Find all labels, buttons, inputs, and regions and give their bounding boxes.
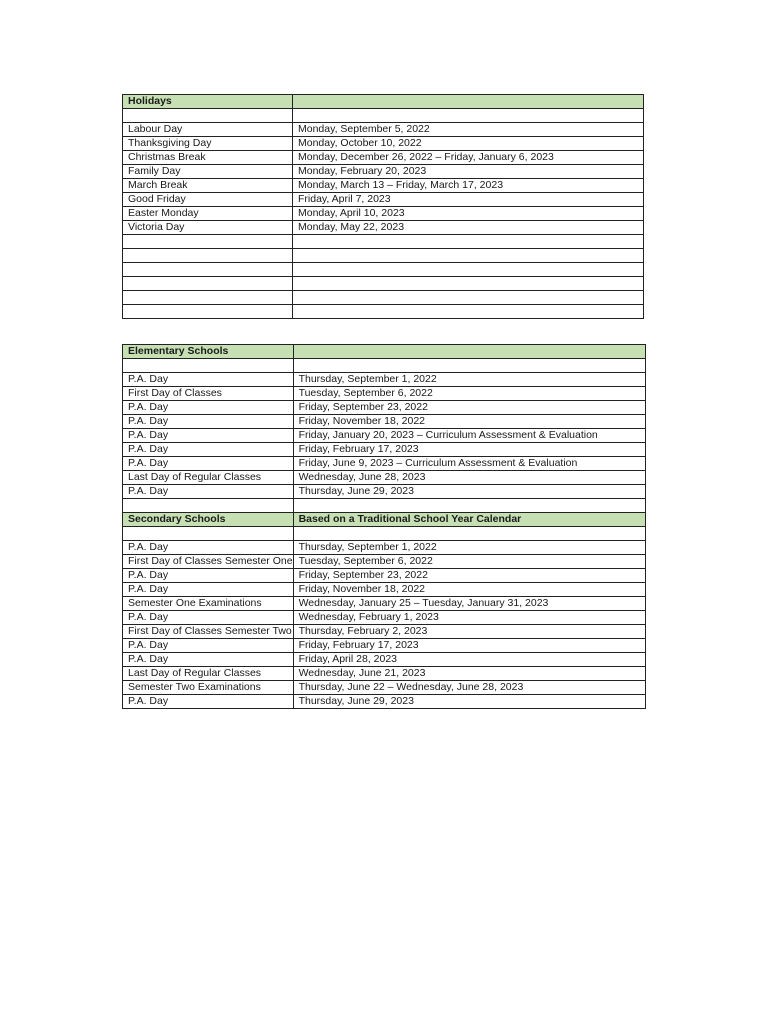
elementary-row-date: Tuesday, September 6, 2022 (293, 387, 645, 401)
elementary-row-label: P.A. Day (123, 401, 294, 415)
elementary-row-date (293, 499, 645, 513)
secondary-table-row (123, 555, 646, 569)
holidays-table-row (123, 263, 644, 277)
secondary-row-date: Tuesday, September 6, 2022 (293, 555, 645, 569)
elementary-row-label: P.A. Day (123, 415, 294, 429)
elementary-row-date: Friday, September 23, 2022 (293, 401, 645, 415)
secondary-row-date (293, 527, 645, 541)
secondary-table-row (123, 569, 646, 583)
holidays-table-row (123, 207, 644, 221)
elementary-table-row (123, 373, 646, 387)
secondary-table-row (123, 639, 646, 653)
holidays-table-row (123, 165, 644, 179)
elementary-header-row (123, 345, 646, 359)
secondary-row-label: P.A. Day (123, 583, 294, 597)
secondary-row-label: P.A. Day (123, 639, 294, 653)
secondary-row-label: P.A. Day (123, 569, 294, 583)
holidays-row-label: Easter Monday (123, 207, 293, 221)
secondary-row-date: Friday, September 23, 2022 (293, 569, 645, 583)
holidays-row-date: Monday, March 13 – Friday, March 17, 2023 (293, 179, 644, 193)
holidays-table-row (123, 109, 644, 123)
holidays-table-row (123, 151, 644, 165)
elementary-row-label: P.A. Day (123, 373, 294, 387)
holidays-row-date (293, 277, 644, 291)
secondary-row-label: First Day of Classes Semester Two (123, 625, 294, 639)
secondary-table-row (123, 625, 646, 639)
holidays-row-label (123, 263, 293, 277)
holidays-row-label: Victoria Day (123, 221, 293, 235)
elementary-table-row (123, 387, 646, 401)
elementary-row-date: Friday, June 9, 2023 – Curriculum Assessment & Evaluation (293, 457, 645, 471)
secondary-row-label: Semester One Examinations (123, 597, 294, 611)
holidays-row-label (123, 235, 293, 249)
secondary-header-row (123, 513, 646, 527)
elementary-row-label (123, 359, 294, 373)
secondary-row-label (123, 527, 294, 541)
schools-table (122, 344, 646, 709)
holidays-table-row (123, 305, 644, 319)
elementary-table-row (123, 485, 646, 499)
secondary-row-label: Semester Two Examinations (123, 681, 294, 695)
holidays-table-row (123, 137, 644, 151)
holidays-row-label (123, 277, 293, 291)
elementary-table-row (123, 401, 646, 415)
holidays-row-date (293, 291, 644, 305)
holidays-row-date (293, 305, 644, 319)
holidays-table-row (123, 221, 644, 235)
holidays-table-body (123, 95, 644, 319)
holidays-table-row (123, 123, 644, 137)
secondary-table-row (123, 597, 646, 611)
elementary-row-label: P.A. Day (123, 443, 294, 457)
holidays-row-label (123, 109, 293, 123)
elementary-row-date (293, 359, 645, 373)
secondary-row-date: Thursday, June 22 – Wednesday, June 28, 2023 (293, 681, 645, 695)
elementary-row-date: Friday, November 18, 2022 (293, 415, 645, 429)
secondary-heading: Secondary Schools (123, 513, 294, 527)
secondary-row-date: Wednesday, February 1, 2023 (293, 611, 645, 625)
holidays-row-label: Good Friday (123, 193, 293, 207)
secondary-table-row (123, 527, 646, 541)
holidays-row-date (293, 235, 644, 249)
holidays-row-date (293, 263, 644, 277)
secondary-table-row (123, 653, 646, 667)
holidays-table (122, 94, 644, 319)
secondary-table-row (123, 667, 646, 681)
secondary-row-date: Friday, February 17, 2023 (293, 639, 645, 653)
holidays-row-label: Labour Day (123, 123, 293, 137)
holidays-row-date: Monday, February 20, 2023 (293, 165, 644, 179)
secondary-table-row (123, 695, 646, 709)
elementary-table-row (123, 415, 646, 429)
holidays-table-row (123, 291, 644, 305)
elementary-table-row (123, 443, 646, 457)
elementary-row-date: Friday, January 20, 2023 – Curriculum Assessment & Evaluation (293, 429, 645, 443)
holidays-table-row (123, 249, 644, 263)
secondary-row-label: P.A. Day (123, 541, 294, 555)
holidays-row-date: Monday, December 26, 2022 – Friday, January 6, 2023 (293, 151, 644, 165)
holidays-row-date: Monday, September 5, 2022 (293, 123, 644, 137)
elementary-table-body (123, 345, 646, 513)
secondary-heading-value: Based on a Traditional School Year Calendar (293, 513, 645, 527)
holidays-heading: Holidays (123, 95, 293, 109)
elementary-row-date: Friday, February 17, 2023 (293, 443, 645, 457)
secondary-row-date: Wednesday, January 25 – Tuesday, January 31, 2023 (293, 597, 645, 611)
elementary-row-label: P.A. Day (123, 457, 294, 471)
secondary-row-date: Friday, November 18, 2022 (293, 583, 645, 597)
holidays-heading-value (293, 95, 644, 109)
elementary-row-label: Last Day of Regular Classes (123, 471, 294, 485)
elementary-row-date: Thursday, June 29, 2023 (293, 485, 645, 499)
holidays-header-row (123, 95, 644, 109)
secondary-table-body (123, 513, 646, 709)
secondary-row-date: Wednesday, June 21, 2023 (293, 667, 645, 681)
elementary-table-row (123, 359, 646, 373)
elementary-table-row (123, 471, 646, 485)
secondary-row-label: Last Day of Regular Classes (123, 667, 294, 681)
holidays-table-row (123, 277, 644, 291)
holidays-row-date: Monday, April 10, 2023 (293, 207, 644, 221)
holidays-table-row (123, 179, 644, 193)
holidays-row-label: March Break (123, 179, 293, 193)
secondary-table-row (123, 583, 646, 597)
elementary-table-row (123, 457, 646, 471)
secondary-row-label: P.A. Day (123, 695, 294, 709)
elementary-heading-value (293, 345, 645, 359)
holidays-row-label: Thanksgiving Day (123, 137, 293, 151)
secondary-table-row (123, 611, 646, 625)
elementary-row-label: P.A. Day (123, 485, 294, 499)
holidays-row-date: Monday, October 10, 2022 (293, 137, 644, 151)
holidays-row-date: Friday, April 7, 2023 (293, 193, 644, 207)
holidays-row-label (123, 291, 293, 305)
secondary-row-date: Thursday, September 1, 2022 (293, 541, 645, 555)
holidays-row-label: Family Day (123, 165, 293, 179)
elementary-table-row (123, 429, 646, 443)
secondary-row-date: Thursday, February 2, 2023 (293, 625, 645, 639)
elementary-row-label: First Day of Classes (123, 387, 294, 401)
secondary-row-date: Friday, April 28, 2023 (293, 653, 645, 667)
holidays-row-label (123, 249, 293, 263)
secondary-row-label: P.A. Day (123, 611, 294, 625)
holidays-row-date (293, 109, 644, 123)
secondary-row-label: P.A. Day (123, 653, 294, 667)
holidays-table-row (123, 193, 644, 207)
elementary-row-date: Thursday, September 1, 2022 (293, 373, 645, 387)
elementary-row-label (123, 499, 294, 513)
holidays-table-row (123, 235, 644, 249)
holidays-row-label: Christmas Break (123, 151, 293, 165)
elementary-row-date: Wednesday, June 28, 2023 (293, 471, 645, 485)
secondary-row-label: First Day of Classes Semester One (123, 555, 294, 569)
secondary-row-date: Thursday, June 29, 2023 (293, 695, 645, 709)
elementary-table-row (123, 499, 646, 513)
holidays-row-date: Monday, May 22, 2023 (293, 221, 644, 235)
elementary-heading: Elementary Schools (123, 345, 294, 359)
elementary-row-label: P.A. Day (123, 429, 294, 443)
secondary-table-row (123, 541, 646, 555)
holidays-row-label (123, 305, 293, 319)
secondary-table-row (123, 681, 646, 695)
holidays-row-date (293, 249, 644, 263)
